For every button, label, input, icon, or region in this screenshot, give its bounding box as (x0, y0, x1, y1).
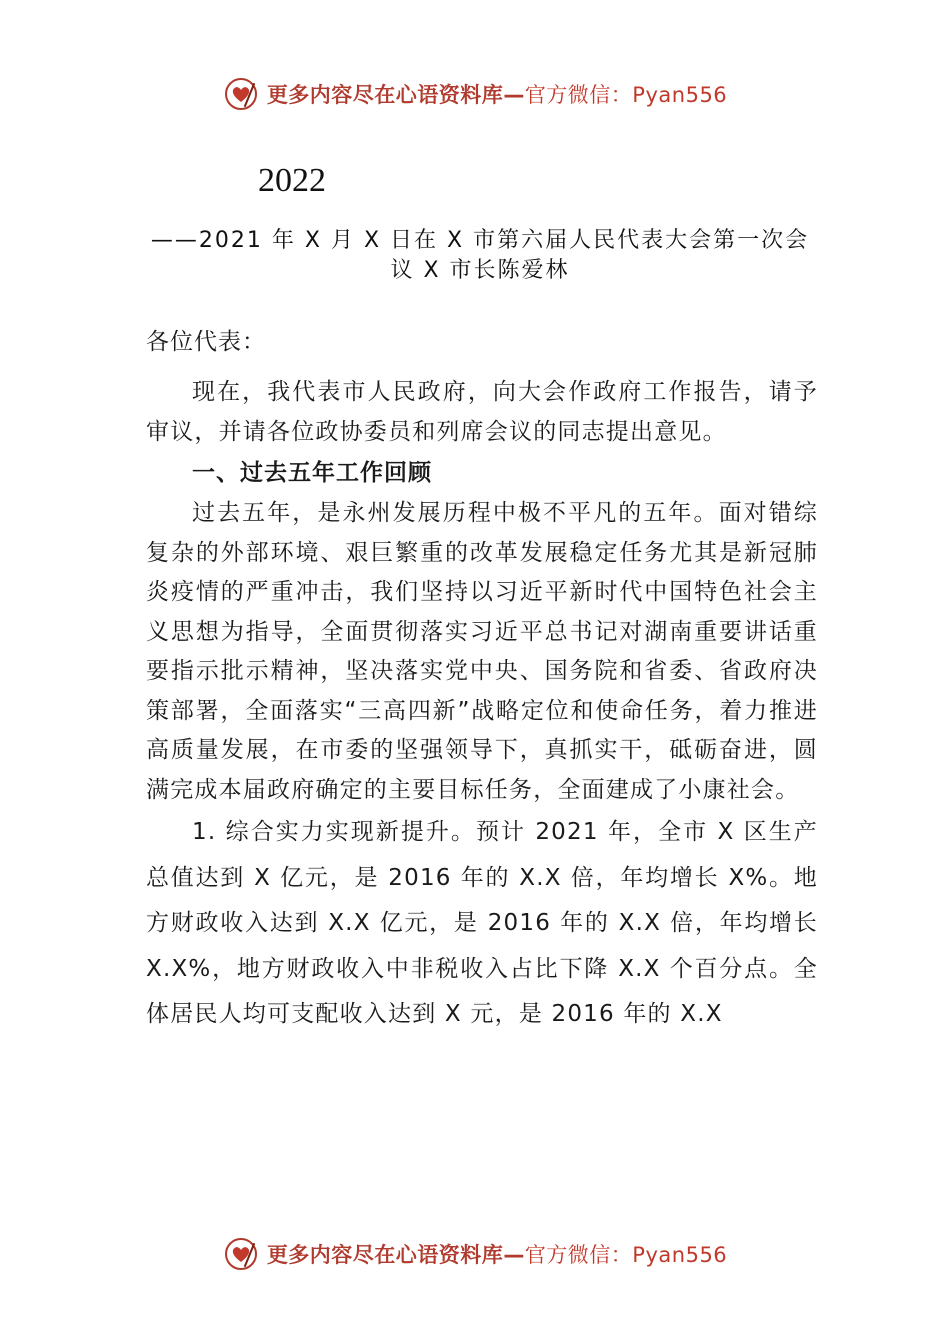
banner-text (267, 79, 727, 109)
document-year: 2022 (258, 162, 326, 199)
salutation: 各位代表： (146, 329, 266, 355)
heart-pen-logo-icon (223, 1236, 259, 1272)
review-paragraph: 过去五年，是永州发展历程中极不平凡的五年。面对错综复杂的外部环境、艰巨繁重的改革发展稳定任务尤其是新冠肺炎疫情的严重冲击，我们坚持以习近平新时代中国特色社会主义思想为指导，全面贯彻落实习近平总书记对湖南重要讲话重要指示批示精神，坚决落实党中央、国务院和省委、省政府决策部署，全面落实“三高四新”战略定位和使命任务，着力推进高质量发展，在市委的坚强领导下，真抓实干，砥砺奋进，圆满完成本届政府确定的主要目标任务，全面建成了小康社会。 (146, 500, 818, 803)
numbered-paragraph: 1. 综合实力实现新提升。预计 2021 年，全市 X 区生产总值达到 X 亿元，是 2016 年的 X.X 倍，年均增长 X%。地方财政收入达到 X.X 亿元，是 2016 年的 X.X 倍，年均增长 X.X%，地方财政收入中非税收入占比下降 X.X 个百分点。全体居民人均可支配收入达到 X 元，是 2016 年的 X.X (146, 819, 818, 1027)
banner-wechat: 官方微信：Pyan556 (524, 1243, 728, 1267)
banner-separator: — (503, 1243, 525, 1267)
banner-text (267, 1239, 727, 1269)
header-banner (0, 70, 950, 118)
footer-banner (0, 1230, 950, 1278)
document-subtitle: ——2021 年 X 月 X 日在 X 市第六届人民代表大会第一次会议 X 市长陈爱林 (150, 228, 810, 283)
intro-paragraph: 现在，我代表市人民政府，向大会作政府工作报告，请予审议，并请各位政协委员和列席会议的同志提出意见。 (146, 379, 818, 445)
banner-slogan: 更多内容尽在心语资料库 (266, 83, 504, 107)
banner-separator: — (503, 83, 525, 107)
document-body (146, 325, 818, 1038)
heart-pen-logo-icon (223, 76, 259, 112)
banner-slogan: 更多内容尽在心语资料库 (266, 1243, 504, 1267)
section-heading: 一、过去五年工作回顾 (192, 460, 432, 486)
banner-wechat: 官方微信：Pyan556 (524, 83, 728, 107)
